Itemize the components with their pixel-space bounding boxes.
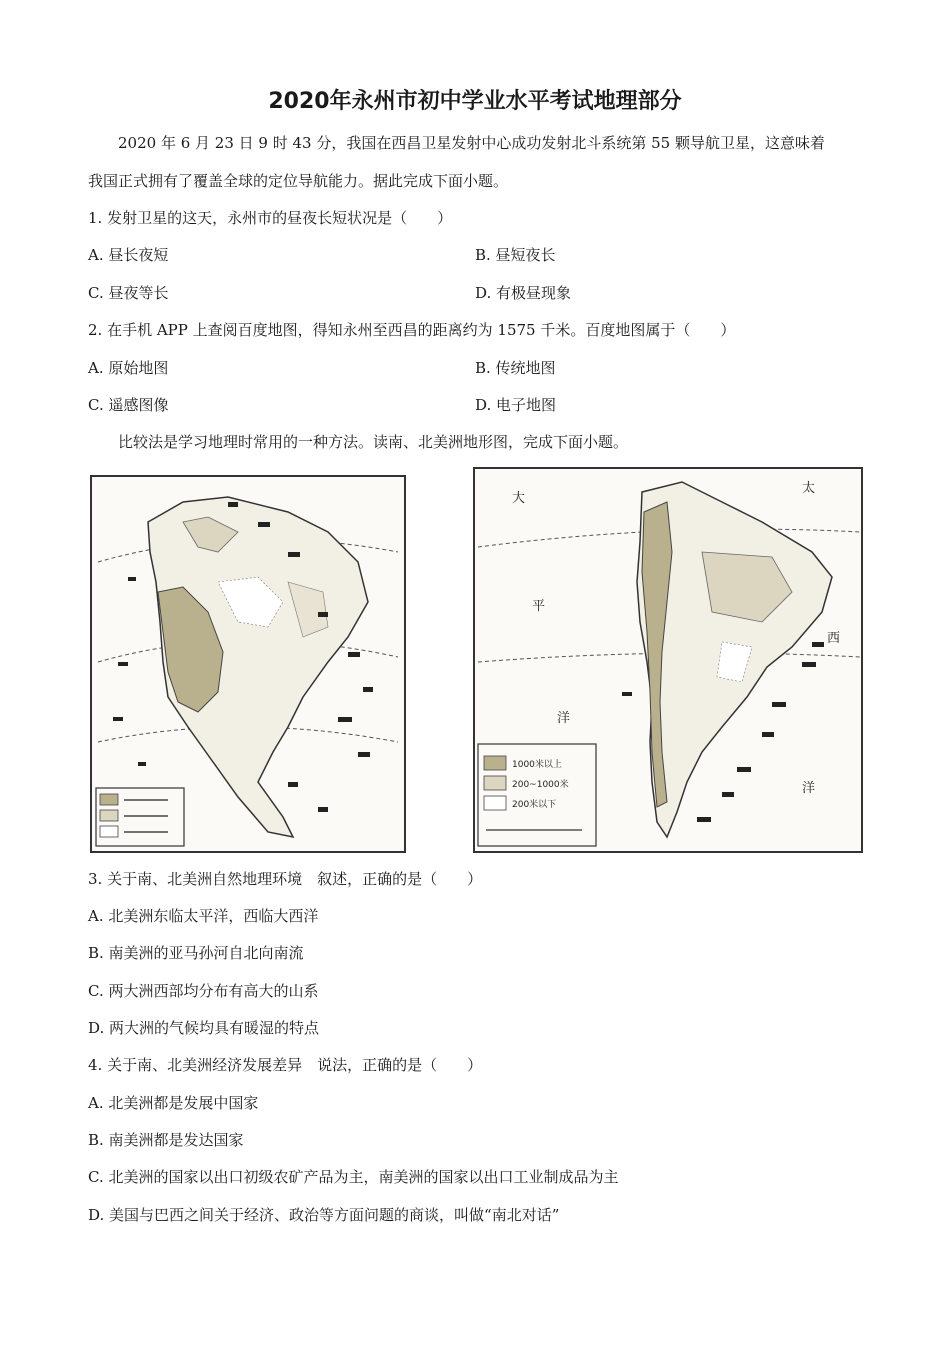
americas-terrain-maps bbox=[88, 462, 864, 854]
q1-option-b: B. 昼短夜长 bbox=[475, 246, 556, 264]
q4-option-b: B. 南美洲都是发达国家 bbox=[88, 1131, 244, 1149]
q2-option-a: A. 原始地图 bbox=[88, 359, 169, 377]
north-america-map bbox=[88, 462, 408, 854]
q3-option-c: C. 两大洲西部均分布有高大的山系 bbox=[88, 982, 319, 1000]
intro-line-2: 我国正式拥有了覆盖全球的定位导航能力。据此完成下面小题。 bbox=[88, 172, 509, 190]
map-label-ping: 平 bbox=[532, 599, 546, 614]
map-label-da: 大 bbox=[512, 491, 526, 506]
q4-option-d: D. 美国与巴西之间关于经济、政治等方面问题的商谈，叫做“南北对话” bbox=[88, 1206, 560, 1224]
map-label-tai: 太 bbox=[802, 481, 816, 496]
q1-option-a: A. 昼长夜短 bbox=[88, 246, 169, 264]
q2-option-d: D. 电子地图 bbox=[475, 396, 557, 414]
question-2-stem: 2. 在手机 APP 上查阅百度地图，得知永州至西昌的距离约为 1575 千米。百度地图属于（ ） bbox=[88, 321, 736, 339]
legend-item-1: 1000米以上 bbox=[512, 760, 562, 770]
question-3-stem: 3. 关于南、北美洲自然地理环境 叙述，正确的是（ ） bbox=[88, 870, 483, 888]
q3-option-b: B. 南美洲的亚马孙河自北向南流 bbox=[88, 944, 304, 962]
intro-line-1: 2020 年 6 月 23 日 9 时 43 分，我国在西昌卫星发射中心成功发射北斗系统第 55 颗导航卫星，这意味着 bbox=[118, 134, 825, 152]
q3-option-d: D. 两大洲的气候均具有暖湿的特点 bbox=[88, 1019, 320, 1037]
q3-option-a: A. 北美洲东临太平洋，西临大西洋 bbox=[88, 907, 319, 925]
map-label-yang-east: 洋 bbox=[802, 781, 816, 796]
q2-option-c: C. 遥感图像 bbox=[88, 396, 169, 414]
map-label-yang-west: 洋 bbox=[557, 711, 571, 726]
legend-item-3: 200米以下 bbox=[512, 800, 557, 810]
q1-option-d: D. 有极昼现象 bbox=[475, 284, 572, 302]
q4-option-a: A. 北美洲都是发展中国家 bbox=[88, 1094, 259, 1112]
q4-option-c: C. 北美洲的国家以出口初级农矿产品为主，南美洲的国家以出口工业制成品为主 bbox=[88, 1168, 619, 1186]
intro-2: 比较法是学习地理时常用的一种方法。读南、北美洲地形图，完成下面小题。 bbox=[118, 433, 629, 451]
q2-option-b: B. 传统地图 bbox=[475, 359, 556, 377]
legend-item-2: 200~1000米 bbox=[512, 780, 569, 790]
south-america-map bbox=[472, 462, 864, 854]
page-title: 2020年永州市初中学业水平考试地理部分 bbox=[268, 89, 682, 114]
q1-option-c: C. 昼夜等长 bbox=[88, 284, 169, 302]
question-1-stem: 1. 发射卫星的这天，永州市的昼夜长短状况是（ ） bbox=[88, 209, 453, 227]
question-4-stem: 4. 关于南、北美洲经济发展差异 说法，正确的是（ ） bbox=[88, 1056, 483, 1074]
map-label-xi: 西 bbox=[827, 631, 841, 646]
